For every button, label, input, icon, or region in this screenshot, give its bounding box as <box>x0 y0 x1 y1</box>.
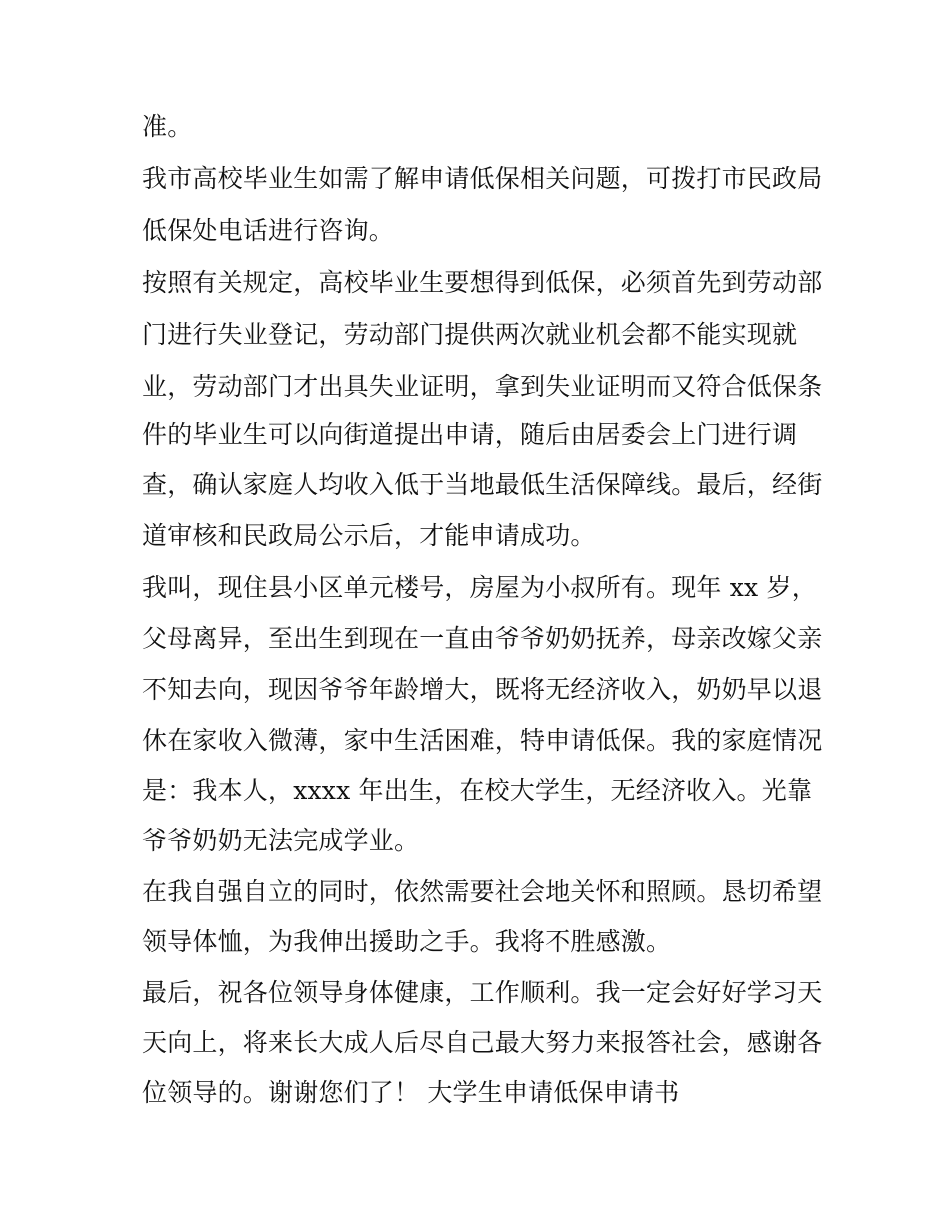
text-line: 门进行失业登记，劳动部门提供两次就业机会都不能实现就 <box>142 320 798 349</box>
text-line: 领导体恤，为我伸出援助之手。我将不胜感激。 <box>142 927 672 956</box>
text-line: 查，确认家庭人均收入低于当地最低生活保障线。最后，经街 <box>142 470 823 499</box>
text-line: 休在家收入微薄，家中生活困难，特申请低保。我的家庭情况 <box>142 726 823 755</box>
text-line: 父母离异，至出生到现在一直由爷爷奶奶抚养，母亲改嫁父亲 <box>142 624 823 653</box>
text-line: 我市高校毕业生如需了解申请低保相关问题，可拨打市民政局 <box>142 164 823 193</box>
text-line: 准。 <box>142 112 193 141</box>
text-line: 低保处电话进行咨询。 <box>142 216 395 245</box>
text-line: 我叫，现住县小区单元楼号，房屋为小叔所有。现年 xx 岁， <box>142 573 817 602</box>
text-line: 道审核和民政局公示后，才能申请成功。 <box>142 521 596 550</box>
text-line: 位领导的。谢谢您们了！ 大学生申请低保申请书 <box>142 1078 680 1107</box>
text-line: 按照有关规定，高校毕业生要想得到低保，必须首先到劳动部 <box>142 268 823 297</box>
text-line: 最后，祝各位领导身体健康，工作顺利。我一定会好好学习天 <box>142 978 823 1007</box>
text-line: 爷爷奶奶无法完成学业。 <box>142 826 420 855</box>
text-line: 不知去向，现因爷爷年龄增大，既将无经济收入，奶奶早以退 <box>142 675 823 704</box>
text-line: 在我自强自立的同时，依然需要社会地关怀和照顾。恳切希望 <box>142 877 823 906</box>
text-line: 业，劳动部门才出具失业证明，拿到失业证明而又符合低保条 <box>142 372 823 401</box>
text-line: 件的毕业生可以向街道提出申请，随后由居委会上门进行调 <box>142 420 798 449</box>
text-line: 天向上，将来长大成人后尽自己最大努力来报答社会，感谢各 <box>142 1028 823 1057</box>
text-line: 是：我本人，xxxx 年出生，在校大学生，无经济收入。光靠 <box>142 776 813 805</box>
